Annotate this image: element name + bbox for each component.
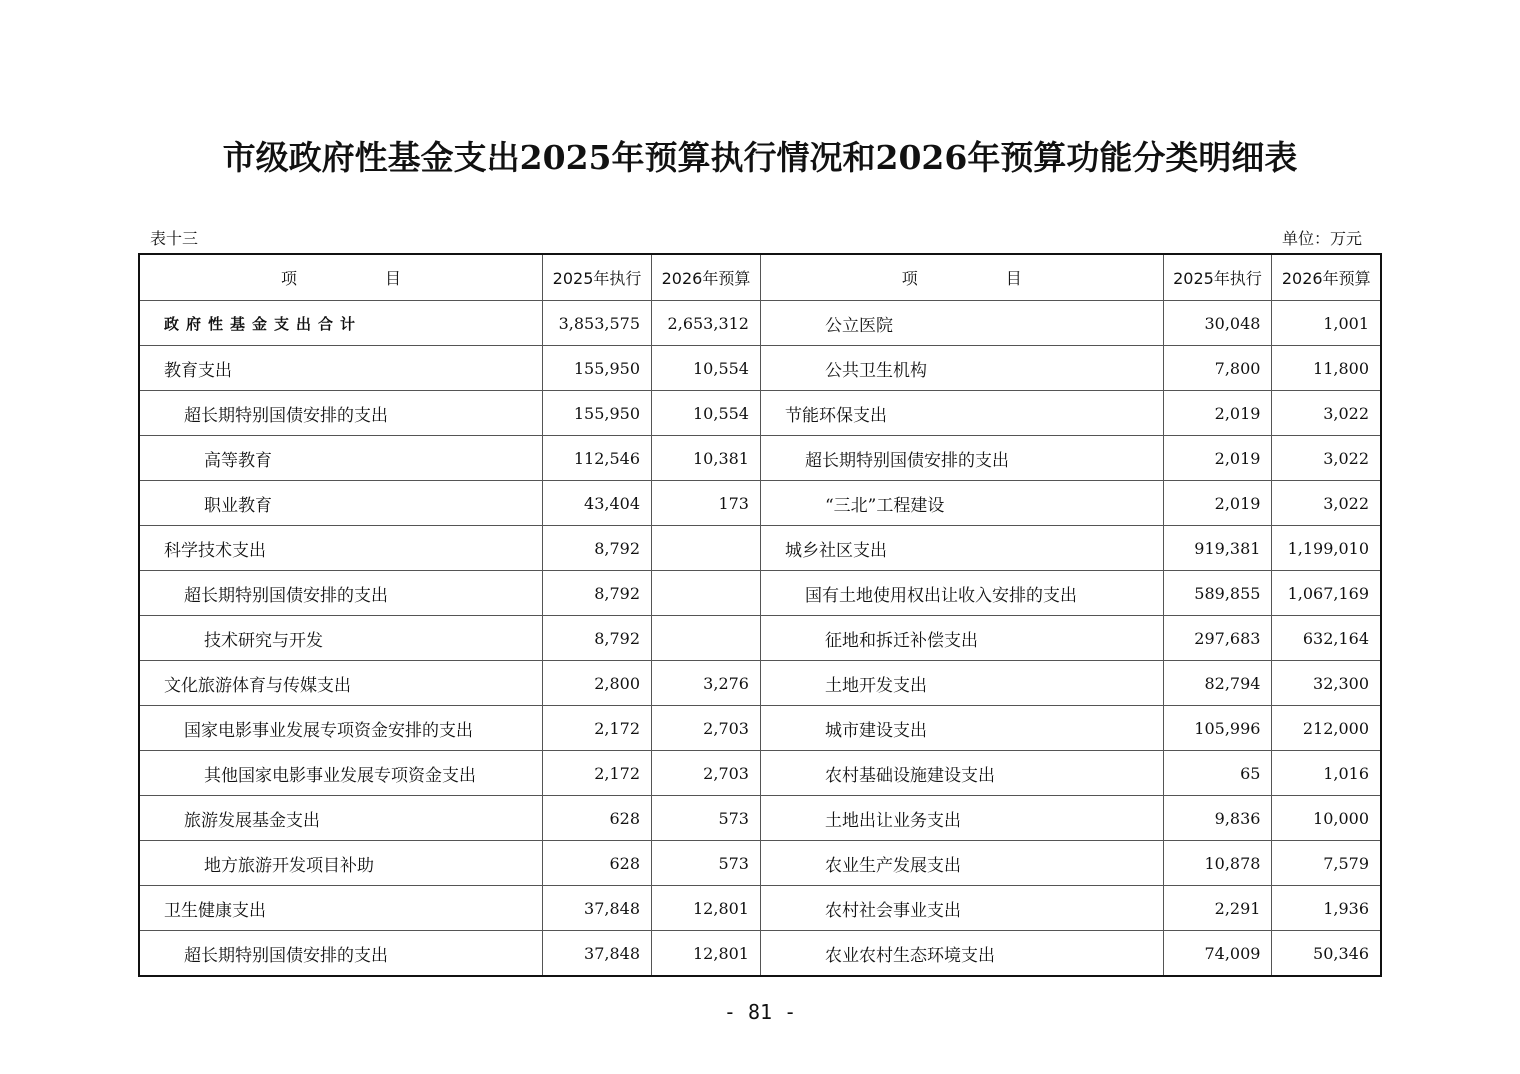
right-item-name: 土地开发支出 [760,661,1163,706]
right-budget-2026: 1,936 [1272,886,1381,931]
left-budget-2026: 173 [652,481,761,526]
left-exec-2025: 112,546 [543,436,652,481]
right-exec-2025: 2,019 [1163,391,1272,436]
header-exec-2025-right: 2025年执行 [1163,254,1272,301]
left-budget-2026: 10,554 [652,391,761,436]
left-budget-2026 [652,571,761,616]
header-budget-2026-left: 2026年预算 [652,254,761,301]
right-exec-2025: 105,996 [1163,706,1272,751]
left-exec-2025: 3,853,575 [543,301,652,346]
table-row [139,436,1381,481]
left-item-name: 旅游发展基金支出 [139,796,543,841]
table-row [139,706,1381,751]
right-exec-2025: 65 [1163,751,1272,796]
header-item-char: 目 [1005,269,1022,288]
left-exec-2025: 8,792 [543,571,652,616]
right-exec-2025: 919,381 [1163,526,1272,571]
right-item-name: 节能环保支出 [760,391,1163,436]
table-header-row [139,254,1381,301]
right-budget-2026: 1,016 [1272,751,1381,796]
table-row [139,301,1381,346]
left-item-name: 政府性基金支出合计 [139,301,543,346]
table-row [139,661,1381,706]
right-item-name: 城市建设支出 [760,706,1163,751]
right-item-name: 城乡社区支出 [760,526,1163,571]
right-exec-2025: 82,794 [1163,661,1272,706]
left-item-name: 超长期特别国债安排的支出 [139,571,543,616]
right-item-name: 农业农村生态环境支出 [760,931,1163,977]
header-exec-2025-left: 2025年执行 [543,254,652,301]
header-item-char: 目 [385,269,402,288]
header-item-right [760,254,1163,301]
table-row [139,391,1381,436]
header-budget-2026-right: 2026年预算 [1272,254,1381,301]
right-item-name: 农村社会事业支出 [760,886,1163,931]
left-exec-2025: 155,950 [543,346,652,391]
left-budget-2026: 3,276 [652,661,761,706]
table-row [139,886,1381,931]
header-item-left [139,254,543,301]
right-exec-2025: 9,836 [1163,796,1272,841]
right-exec-2025: 589,855 [1163,571,1272,616]
right-exec-2025: 2,019 [1163,481,1272,526]
right-item-name: 土地出让业务支出 [760,796,1163,841]
header-item-char: 项 [901,269,918,288]
left-budget-2026 [652,616,761,661]
left-exec-2025: 43,404 [543,481,652,526]
left-budget-2026: 2,703 [652,706,761,751]
right-item-name: 公共卫生机构 [760,346,1163,391]
table-number: 表十三 [150,229,199,248]
right-budget-2026: 11,800 [1272,346,1381,391]
right-item-name: 农村基础设施建设支出 [760,751,1163,796]
table-row [139,526,1381,571]
page-number: - 81 - [723,1000,797,1024]
right-item-name: “三北”工程建设 [760,481,1163,526]
right-exec-2025: 2,019 [1163,436,1272,481]
left-exec-2025: 2,172 [543,706,652,751]
left-item-name: 高等教育 [139,436,543,481]
right-budget-2026: 1,001 [1272,301,1381,346]
left-exec-2025: 8,792 [543,526,652,571]
left-budget-2026: 12,801 [652,886,761,931]
left-item-name: 卫生健康支出 [139,886,543,931]
left-budget-2026 [652,526,761,571]
right-item-name: 征地和拆迁补偿支出 [760,616,1163,661]
left-item-name: 超长期特别国债安排的支出 [139,391,543,436]
left-exec-2025: 37,848 [543,931,652,977]
left-item-name: 文化旅游体育与传媒支出 [139,661,543,706]
right-budget-2026: 3,022 [1272,481,1381,526]
right-exec-2025: 30,048 [1163,301,1272,346]
right-exec-2025: 297,683 [1163,616,1272,661]
page-title: 市级政府性基金支出2025年预算执行情况和2026年预算功能分类明细表 [222,138,1298,177]
table-row [139,796,1381,841]
right-item-name: 农业生产发展支出 [760,841,1163,886]
right-budget-2026: 32,300 [1272,661,1381,706]
left-item-name: 其他国家电影事业发展专项资金支出 [139,751,543,796]
right-budget-2026: 3,022 [1272,391,1381,436]
table-row [139,616,1381,661]
right-budget-2026: 3,022 [1272,436,1381,481]
right-item-name: 国有土地使用权出让收入安排的支出 [760,571,1163,616]
left-exec-2025: 2,172 [543,751,652,796]
left-item-name: 职业教育 [139,481,543,526]
left-exec-2025: 628 [543,796,652,841]
right-budget-2026: 10,000 [1272,796,1381,841]
right-item-name: 公立医院 [760,301,1163,346]
right-exec-2025: 10,878 [1163,841,1272,886]
right-item-name: 超长期特别国债安排的支出 [760,436,1163,481]
left-item-name: 国家电影事业发展专项资金安排的支出 [139,706,543,751]
right-exec-2025: 74,009 [1163,931,1272,977]
table-row [139,931,1381,977]
left-exec-2025: 37,848 [543,886,652,931]
right-budget-2026: 212,000 [1272,706,1381,751]
right-exec-2025: 2,291 [1163,886,1272,931]
left-item-name: 科学技术支出 [139,526,543,571]
left-item-name: 地方旅游开发项目补助 [139,841,543,886]
left-budget-2026: 10,381 [652,436,761,481]
budget-table [138,253,1382,977]
left-item-name: 教育支出 [139,346,543,391]
left-exec-2025: 8,792 [543,616,652,661]
left-exec-2025: 2,800 [543,661,652,706]
right-budget-2026: 1,067,169 [1272,571,1381,616]
table-row [139,751,1381,796]
left-budget-2026: 12,801 [652,931,761,977]
right-budget-2026: 50,346 [1272,931,1381,977]
left-budget-2026: 573 [652,796,761,841]
table-row [139,841,1381,886]
unit-label: 单位：万元 [1281,229,1362,248]
left-budget-2026: 2,653,312 [652,301,761,346]
header-item-char: 项 [281,269,298,288]
table-row [139,481,1381,526]
right-exec-2025: 7,800 [1163,346,1272,391]
right-budget-2026: 632,164 [1272,616,1381,661]
left-budget-2026: 2,703 [652,751,761,796]
right-budget-2026: 1,199,010 [1272,526,1381,571]
table-row [139,571,1381,616]
right-budget-2026: 7,579 [1272,841,1381,886]
left-item-name: 超长期特别国债安排的支出 [139,931,543,977]
left-exec-2025: 155,950 [543,391,652,436]
left-item-name: 技术研究与开发 [139,616,543,661]
left-budget-2026: 573 [652,841,761,886]
left-budget-2026: 10,554 [652,346,761,391]
left-exec-2025: 628 [543,841,652,886]
table-row [139,346,1381,391]
